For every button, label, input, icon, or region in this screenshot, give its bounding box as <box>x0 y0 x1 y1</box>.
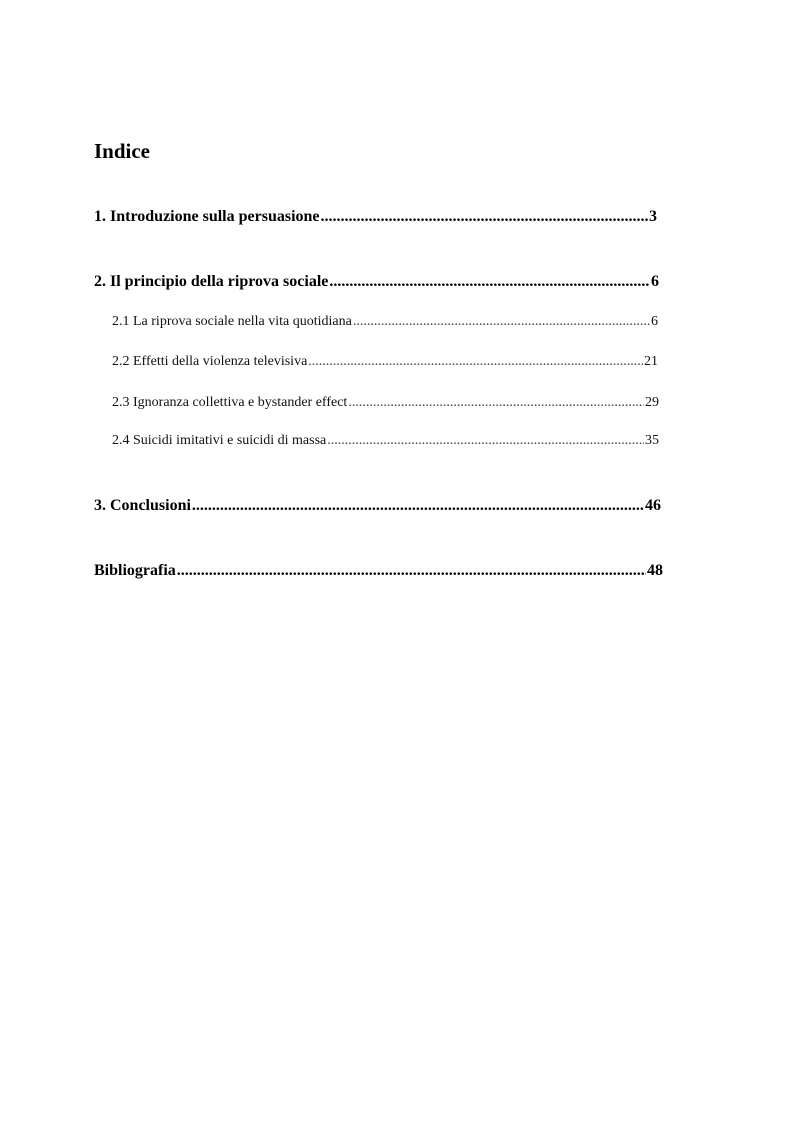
toc-entry-conclusioni[interactable] <box>94 496 661 516</box>
toc-subentry-violenza-televisiva[interactable] <box>112 353 658 371</box>
toc-entry-label: 2. Il principio della riprova sociale <box>94 273 329 290</box>
toc-entry-label: 2.1 La riprova sociale nella vita quotidiana <box>112 314 352 329</box>
toc-dot-leader <box>308 353 643 371</box>
toc-entry-page: 6 <box>651 273 659 290</box>
toc-entry-label: 3. Conclusioni <box>94 497 191 514</box>
toc-subentry-suicidi-imitativi[interactable] <box>112 432 659 450</box>
toc-entry-page: 48 <box>647 562 663 579</box>
toc-dot-leader <box>329 272 650 292</box>
toc-dot-leader <box>192 496 644 516</box>
toc-title: Indice <box>94 139 151 163</box>
toc-entry-label: 1. Introduzione sulla persuasione <box>94 208 320 225</box>
toc-entry-page: 35 <box>645 433 659 448</box>
toc-dot-leader <box>327 432 644 450</box>
toc-dot-leader <box>177 561 646 581</box>
toc-entry-introduzione[interactable] <box>94 207 657 227</box>
toc-subentry-vita-quotidiana[interactable] <box>112 313 658 331</box>
toc-entry-page: 21 <box>644 354 658 369</box>
toc-entry-label: 2.3 Ignoranza collettiva e bystander effect <box>112 395 348 410</box>
toc-dot-leader <box>321 207 648 227</box>
toc-entry-bibliografia[interactable] <box>94 561 663 581</box>
toc-entry-label: 2.4 Suicidi imitativi e suicidi di massa <box>112 433 327 448</box>
toc-entry-page: 29 <box>645 395 659 410</box>
toc-dot-leader <box>353 313 650 331</box>
toc-entry-label: Bibliografia <box>94 562 176 579</box>
toc-entry-riprova-sociale[interactable] <box>94 272 659 292</box>
toc-dot-leader <box>348 394 644 412</box>
toc-entry-page: 6 <box>651 314 658 329</box>
toc-entry-page: 3 <box>649 208 657 225</box>
toc-entry-page: 46 <box>645 497 661 514</box>
toc-subentry-ignoranza-collettiva[interactable] <box>112 394 659 412</box>
toc-entry-label: 2.2 Effetti della violenza televisiva <box>112 354 308 369</box>
